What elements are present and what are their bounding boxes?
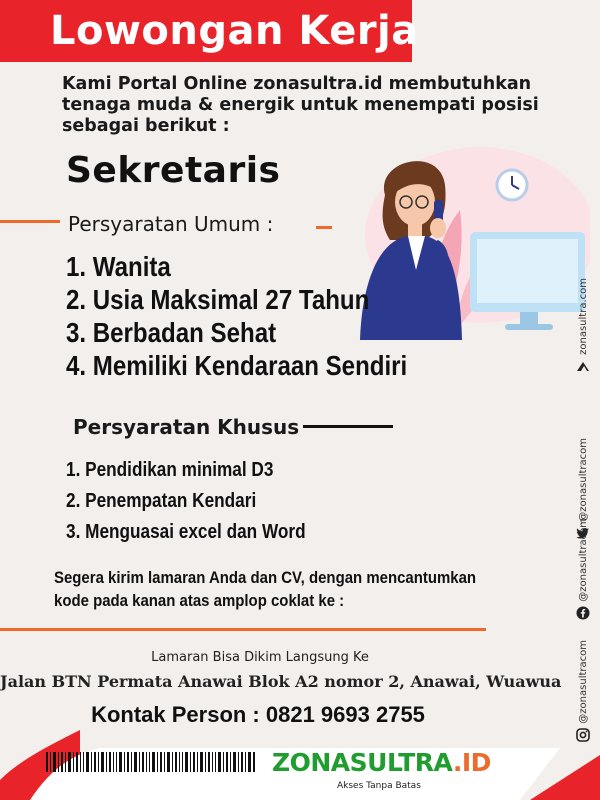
list-item: 1. Pendidikan minimal D3 bbox=[66, 459, 274, 481]
divider-line bbox=[0, 220, 60, 223]
instagram-icon bbox=[576, 728, 590, 742]
brand-name: ZONASULTRA bbox=[272, 748, 453, 777]
instruction-text bbox=[54, 566, 476, 612]
brand-suffix: .ID bbox=[452, 748, 491, 777]
list-item: 1. Wanita bbox=[66, 251, 171, 282]
general-requirements-heading: Persyaratan Umum : bbox=[68, 212, 274, 236]
divider-line bbox=[303, 425, 393, 428]
page-title: Lowongan Kerja bbox=[50, 8, 419, 54]
twitter-handle: @zonasultracom bbox=[577, 438, 589, 522]
list-item: 3. Menguasai excel dan Word bbox=[66, 521, 306, 543]
brand-logo bbox=[272, 748, 491, 777]
instruction-line: kode pada kanan atas amplop coklat ke : bbox=[54, 591, 345, 610]
instruction-line: Segera kirim lamaran Anda dan CV, dengan mencantumkan bbox=[54, 568, 477, 587]
send-label: Lamaran Bisa Dikim Langsung Ke bbox=[151, 650, 369, 665]
facebook-handle: @zonasultracom bbox=[577, 518, 589, 602]
list-item: 4. Memiliki Kendaraan Sendiri bbox=[66, 350, 408, 381]
brand-tagline: Akses Tanpa Batas bbox=[337, 781, 421, 791]
list-item: 2. Penempatan Kendari bbox=[66, 490, 257, 512]
divider-line bbox=[316, 226, 332, 229]
special-requirements-list bbox=[66, 455, 306, 548]
social-instagram bbox=[576, 640, 590, 746]
special-requirements-heading: Persyaratan Khusus bbox=[73, 415, 300, 439]
contact-person: Kontak Person : 0821 9693 2755 bbox=[91, 702, 425, 727]
website-handle: zonasultra.com bbox=[577, 278, 589, 355]
social-facebook bbox=[576, 518, 590, 624]
address-text: Jalan BTN Permata Anawai Blok A2 nomor 2, Anawai, Wuawua bbox=[0, 672, 562, 691]
intro-line: sebagai berikut : bbox=[62, 116, 230, 136]
divider-line bbox=[0, 628, 486, 631]
mountain-icon bbox=[576, 359, 590, 373]
intro-text bbox=[62, 74, 582, 137]
position-title: Sekretaris bbox=[66, 150, 281, 191]
list-item: 2. Usia Maksimal 27 Tahun bbox=[66, 284, 370, 315]
intro-line: tenaga muda & energik untuk menempati posisi bbox=[62, 95, 539, 115]
instagram-handle: @zonasultracom bbox=[577, 640, 589, 724]
social-website bbox=[576, 278, 590, 377]
intro-line: Kami Portal Online zonasultra.id membutuhkan bbox=[62, 74, 532, 94]
header-band bbox=[0, 0, 419, 62]
list-item: 3. Berbadan Sehat bbox=[66, 317, 277, 348]
facebook-icon bbox=[576, 606, 590, 620]
general-requirements-list bbox=[66, 250, 407, 382]
barcode-icon bbox=[46, 752, 256, 772]
